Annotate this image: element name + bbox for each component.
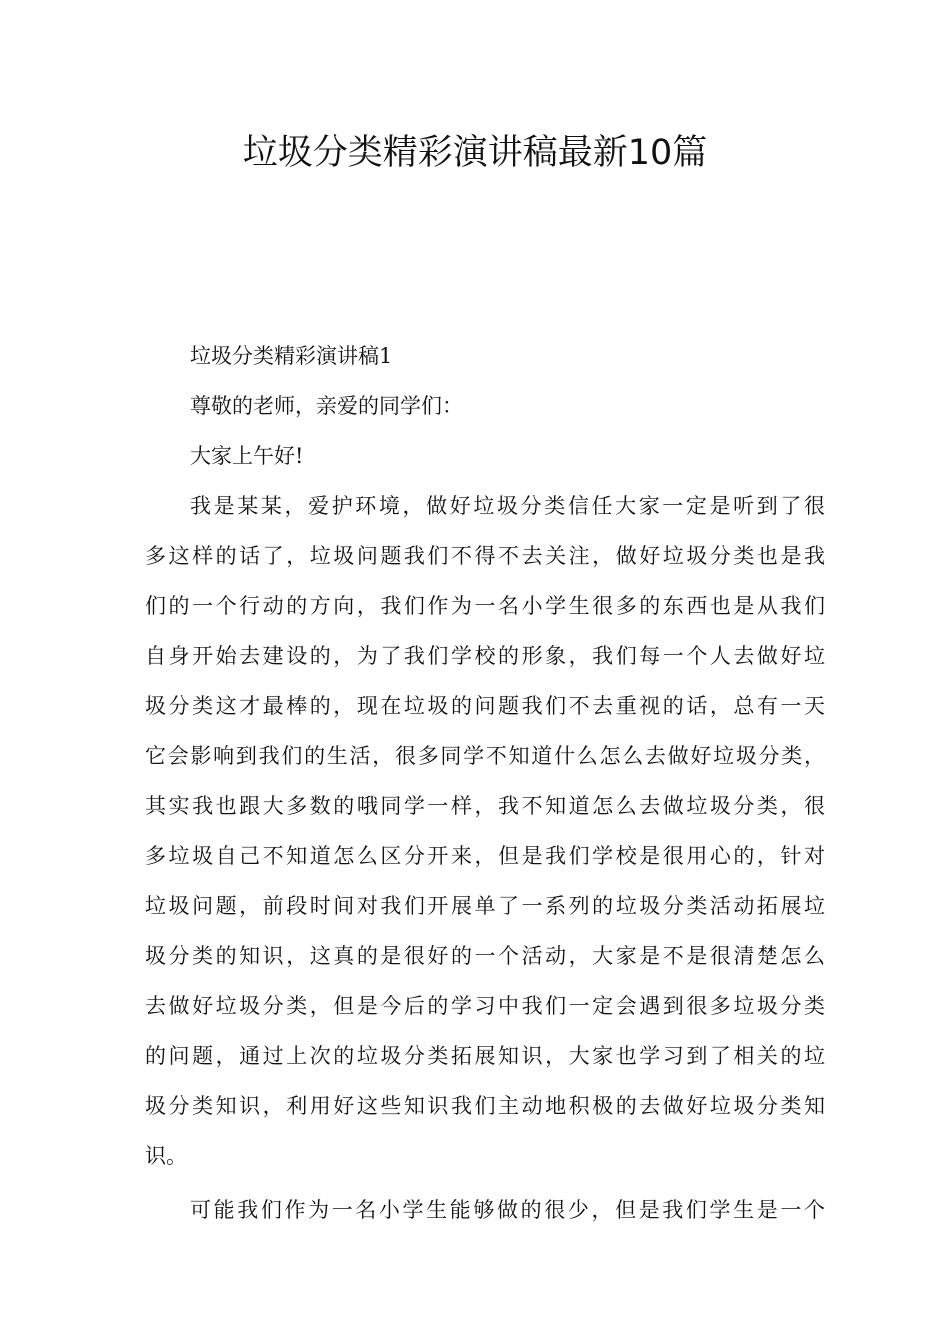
paragraph-line: 识。 bbox=[145, 1144, 187, 1168]
paragraph-line: 多这样的话了，垃圾问题我们不得不去关注，做好垃圾分类也是我 bbox=[145, 544, 825, 568]
paragraph-1 bbox=[145, 481, 825, 1181]
paragraph-line: 多垃圾自己不知道怎么区分开来，但是我们学校是很用心的，针对 bbox=[145, 844, 825, 868]
paragraph-line: 它会影响到我们的生活，很多同学不知道什么怎么去做好垃圾分类， bbox=[145, 744, 825, 768]
section-heading: 垃圾分类精彩演讲稿1 bbox=[190, 344, 393, 368]
paragraph-2-line: 可能我们作为一名小学生能够做的很少，但是我们学生是一个 bbox=[190, 1198, 825, 1222]
paragraph-line: 们的一个行动的方向，我们作为一名小学生很多的东西也是从我们 bbox=[145, 594, 825, 618]
paragraph-line: 垃圾问题，前段时间对我们开展单了一系列的垃圾分类活动拓展垃 bbox=[145, 894, 825, 918]
paragraph-line: 自身开始去建设的，为了我们学校的形象，我们每一个人去做好垃 bbox=[145, 644, 825, 668]
document-title: 垃圾分类精彩演讲稿最新10篇 bbox=[242, 133, 708, 173]
paragraph-line: 圾分类这才最棒的，现在垃圾的问题我们不去重视的话，总有一天 bbox=[145, 694, 825, 718]
paragraph-line: 圾分类的知识，这真的是很好的一个活动，大家是不是很清楚怎么 bbox=[145, 944, 825, 968]
paragraph-line: 圾分类知识，利用好这些知识我们主动地积极的去做好垃圾分类知 bbox=[145, 1094, 825, 1118]
paragraph-line: 去做好垃圾分类，但是今后的学习中我们一定会遇到很多垃圾分类 bbox=[145, 994, 825, 1018]
salutation-line: 尊敬的老师，亲爱的同学们： bbox=[190, 394, 463, 418]
document-body bbox=[145, 331, 825, 1235]
paragraph-line: 我是某某，爱护环境，做好垃圾分类信任大家一定是听到了很 bbox=[190, 494, 825, 518]
paragraph-line: 的问题，通过上次的垃圾分类拓展知识，大家也学习到了相关的垃 bbox=[145, 1044, 825, 1068]
paragraph-line: 其实我也跟大多数的哦同学一样，我不知道怎么去做垃圾分类，很 bbox=[145, 794, 825, 818]
greeting-line: 大家上午好! bbox=[190, 444, 304, 468]
